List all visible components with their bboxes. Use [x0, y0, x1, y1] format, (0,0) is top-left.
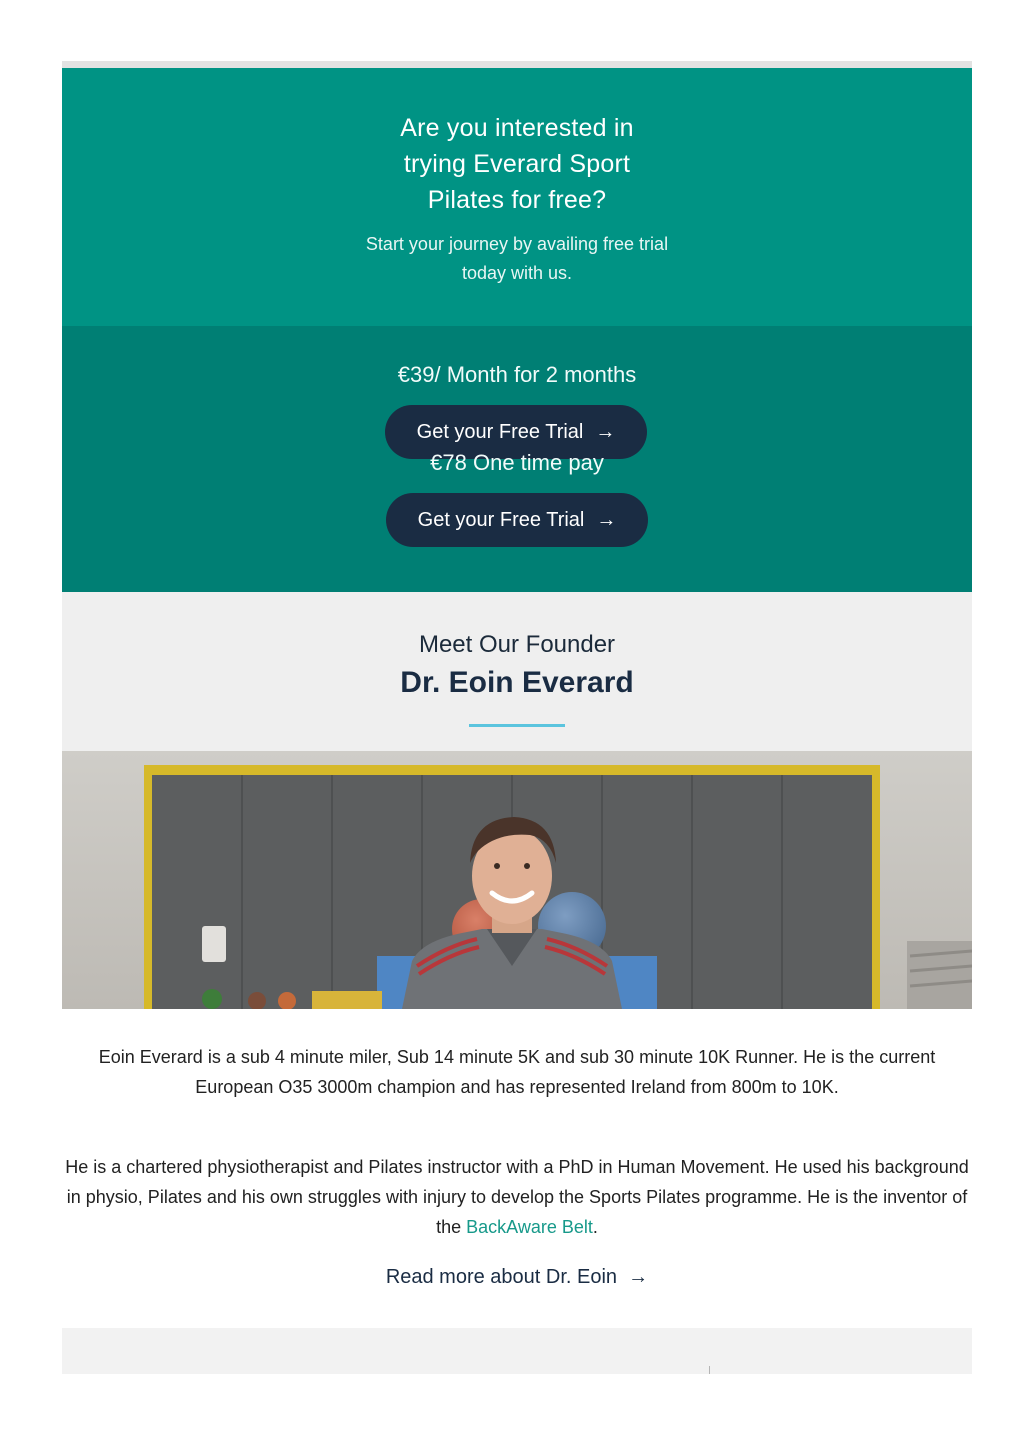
read-more-link[interactable] [62, 1263, 972, 1291]
arrow-right-icon: → [596, 509, 617, 531]
button-label: Get your Free Trial [417, 509, 585, 531]
top-divider [62, 61, 972, 68]
founder-photo-illustration [62, 751, 972, 1009]
bio-paragraph-2-end: . [592, 1217, 598, 1237]
free-trial-hero [62, 68, 972, 326]
button-label: Get your Free Trial [416, 421, 584, 443]
one-time-price-label: €78 One time pay [430, 450, 604, 475]
read-more-label: Read more about Dr. Eoin [385, 1266, 618, 1288]
arrow-right-icon: → [622, 1266, 649, 1288]
bio-paragraph-1: Eoin Everard is a sub 4 minute miler, Sub 14 minute 5K and sub 30 minute 10K Runner. He is the current European O35 3000m champion and has represented Ireland from 800m to 10K. [98, 1047, 936, 1097]
monthly-price-label: €39/ Month for 2 months [397, 362, 637, 387]
next-section-band [62, 1328, 972, 1374]
founder-photo [62, 751, 972, 1009]
founder-name: Dr. Eoin Everard [400, 666, 634, 699]
founder-header [62, 592, 972, 751]
founder-kicker: Meet Our Founder [418, 631, 616, 658]
bio-paragraph-2 [62, 1152, 972, 1242]
hero-title: Are you interested in trying Everard Sport Pilates for free? [400, 114, 634, 214]
bio-paragraph-2-text: He is a chartered physiotherapist and Pilates instructor with a PhD in Human Movement. He used his background in physio, Pilates and his own struggles with injury to develop the Sports Pilates programme. He is the inventor of the [65, 1157, 969, 1237]
divider-tick [709, 1366, 710, 1374]
one-time-free-trial-button[interactable] [386, 493, 648, 547]
backaware-belt-link[interactable]: BackAware Belt [466, 1217, 593, 1237]
arrow-right-icon: → [595, 421, 616, 443]
title-underline [469, 724, 565, 727]
hero-subtitle: Start your journey by availing free trial today with us. [365, 234, 669, 283]
pricing-section [62, 326, 972, 592]
